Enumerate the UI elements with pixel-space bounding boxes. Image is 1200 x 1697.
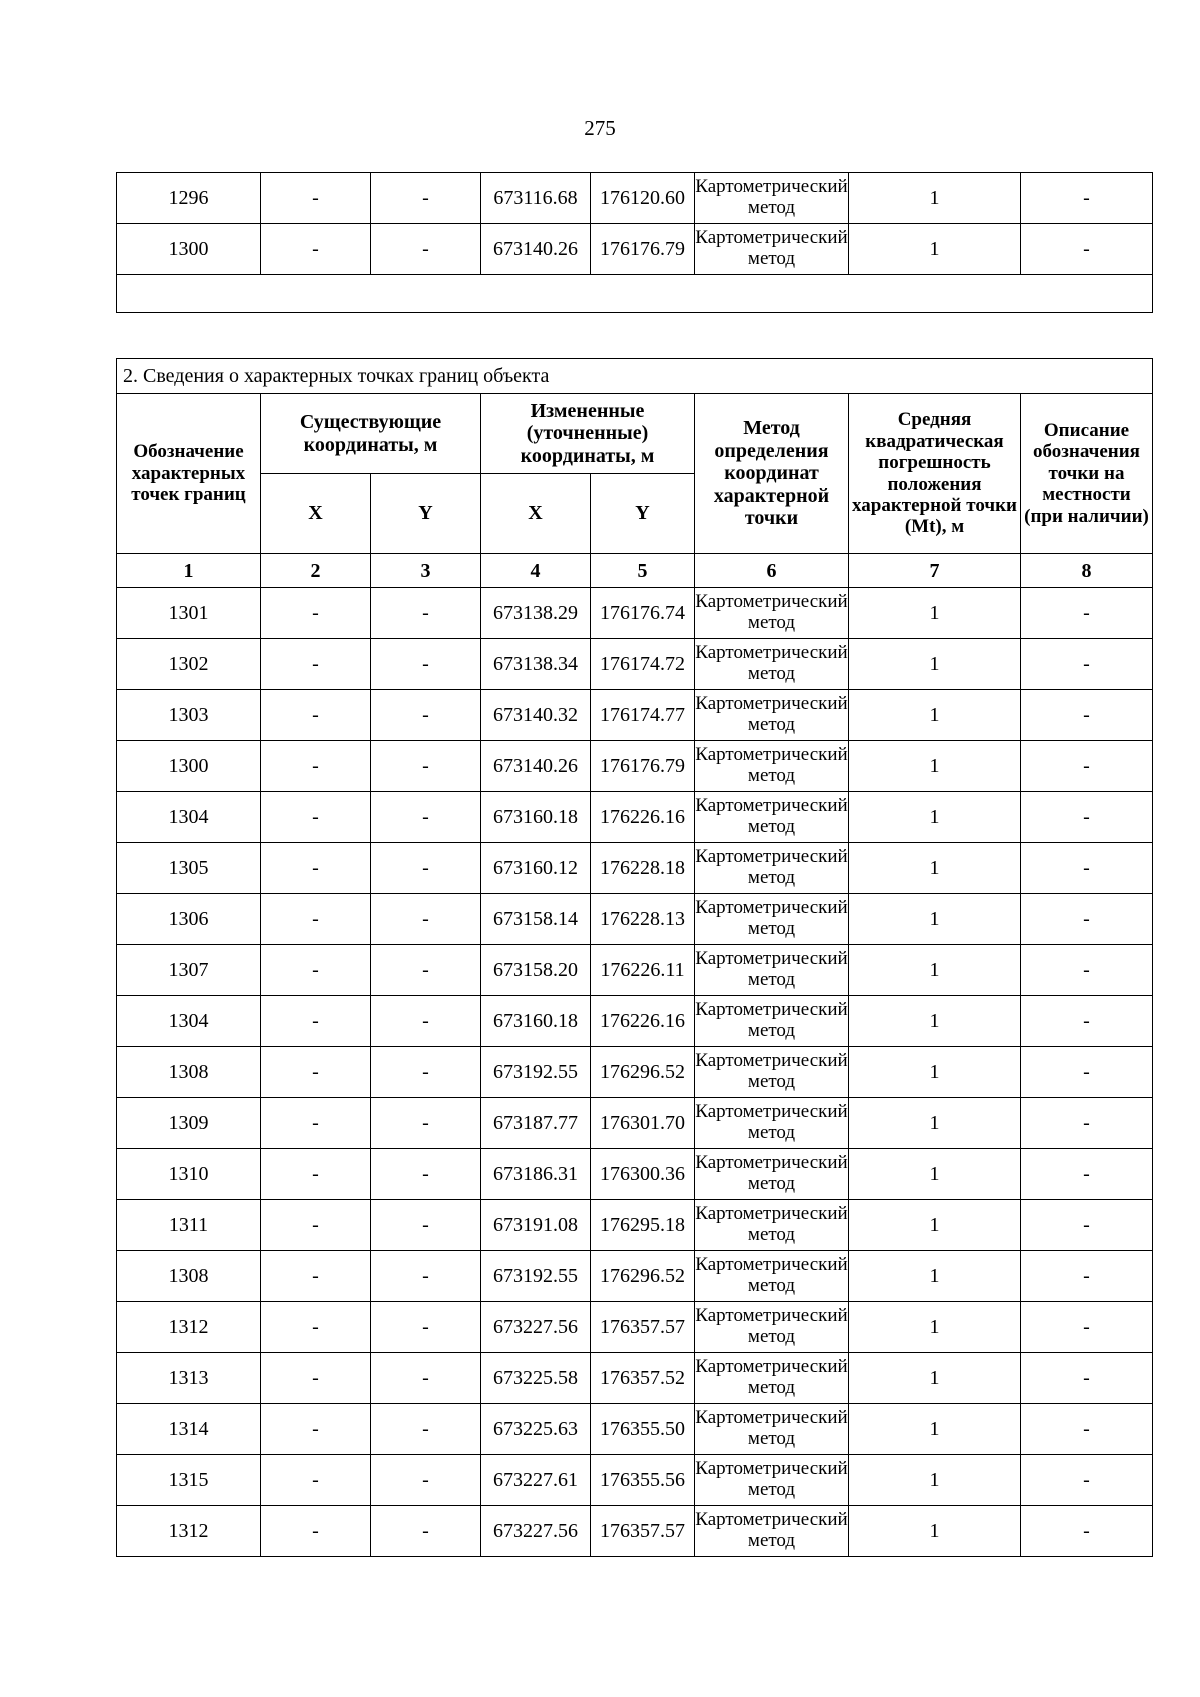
- empty-row: [117, 275, 1153, 313]
- description-cell: -: [1021, 224, 1153, 275]
- existing-y-cell: -: [371, 894, 481, 945]
- mt-cell: 1: [849, 1506, 1021, 1557]
- mt-cell: 1: [849, 173, 1021, 224]
- table-row: [117, 639, 1153, 690]
- changed-y-cell: 176228.18: [591, 843, 695, 894]
- existing-y-cell: -: [371, 996, 481, 1047]
- point-cell: 1312: [117, 1506, 261, 1557]
- existing-x-cell: -: [261, 1098, 371, 1149]
- existing-x-cell: -: [261, 894, 371, 945]
- mt-cell: 1: [849, 1404, 1021, 1455]
- changed-x-cell: 673192.55: [481, 1047, 591, 1098]
- point-cell: 1309: [117, 1098, 261, 1149]
- changed-x-cell: 673160.18: [481, 996, 591, 1047]
- existing-x-cell: -: [261, 690, 371, 741]
- point-cell: 1300: [117, 741, 261, 792]
- existing-y-cell: -: [371, 1047, 481, 1098]
- changed-x-cell: 673227.56: [481, 1302, 591, 1353]
- mt-cell: 1: [849, 224, 1021, 275]
- existing-x-cell: -: [261, 588, 371, 639]
- description-cell: -: [1021, 1353, 1153, 1404]
- mt-cell: 1: [849, 1149, 1021, 1200]
- existing-x-cell: -: [261, 1353, 371, 1404]
- method-cell: Картометрический метод: [695, 1506, 849, 1557]
- changed-y-cell: 176295.18: [591, 1200, 695, 1251]
- description-cell: -: [1021, 1047, 1153, 1098]
- method-cell: Картометрический метод: [695, 1047, 849, 1098]
- existing-y-cell: -: [371, 1353, 481, 1404]
- changed-y-cell: 176357.52: [591, 1353, 695, 1404]
- column-number: 1: [117, 554, 261, 588]
- changed-y-cell: 176300.36: [591, 1149, 695, 1200]
- table-row: [117, 792, 1153, 843]
- point-cell: 1300: [117, 224, 261, 275]
- method-cell: Картометрический метод: [695, 690, 849, 741]
- column-number: 7: [849, 554, 1021, 588]
- method-cell: Картометрический метод: [695, 945, 849, 996]
- changed-y-cell: 176226.16: [591, 792, 695, 843]
- method-cell: Картометрический метод: [695, 1098, 849, 1149]
- point-cell: 1306: [117, 894, 261, 945]
- description-cell: -: [1021, 1506, 1153, 1557]
- column-number: 5: [591, 554, 695, 588]
- description-cell: -: [1021, 173, 1153, 224]
- changed-x-cell: 673191.08: [481, 1200, 591, 1251]
- description-cell: -: [1021, 1404, 1153, 1455]
- description-cell: -: [1021, 894, 1153, 945]
- point-cell: 1312: [117, 1302, 261, 1353]
- existing-x-cell: -: [261, 1047, 371, 1098]
- section-title: 2. Сведения о характерных точках границ объекта: [117, 359, 1153, 394]
- mt-cell: 1: [849, 1455, 1021, 1506]
- table-row: [117, 1506, 1153, 1557]
- existing-x-cell: -: [261, 639, 371, 690]
- point-cell: 1315: [117, 1455, 261, 1506]
- description-cell: -: [1021, 690, 1153, 741]
- table-row: [117, 1455, 1153, 1506]
- existing-x-cell: -: [261, 741, 371, 792]
- existing-y-cell: -: [371, 1098, 481, 1149]
- method-cell: Картометрический метод: [695, 1251, 849, 1302]
- description-cell: -: [1021, 1200, 1153, 1251]
- method-cell: Картометрический метод: [695, 792, 849, 843]
- changed-y-cell: 176296.52: [591, 1251, 695, 1302]
- point-cell: 1301: [117, 588, 261, 639]
- mt-cell: 1: [849, 1098, 1021, 1149]
- mt-cell: 1: [849, 945, 1021, 996]
- changed-x-cell: 673160.18: [481, 792, 591, 843]
- existing-y-cell: -: [371, 1251, 481, 1302]
- existing-y-cell: -: [371, 1506, 481, 1557]
- table-row: [117, 1251, 1153, 1302]
- description-cell: -: [1021, 792, 1153, 843]
- method-cell: Картометрический метод: [695, 173, 849, 224]
- existing-y-cell: -: [371, 224, 481, 275]
- existing-x-cell: -: [261, 1302, 371, 1353]
- column-number: 6: [695, 554, 849, 588]
- table-row: [117, 588, 1153, 639]
- column-number: 3: [371, 554, 481, 588]
- existing-y-cell: -: [371, 1302, 481, 1353]
- changed-y-cell: 176355.50: [591, 1404, 695, 1455]
- mt-cell: 1: [849, 639, 1021, 690]
- changed-y-cell: 176301.70: [591, 1098, 695, 1149]
- boundary-points-table: [116, 358, 1153, 1557]
- changed-y-cell: 176176.74: [591, 588, 695, 639]
- table-row: [117, 690, 1153, 741]
- existing-y-cell: -: [371, 792, 481, 843]
- existing-x-cell: -: [261, 1251, 371, 1302]
- mt-cell: 1: [849, 792, 1021, 843]
- existing-y-cell: -: [371, 945, 481, 996]
- changed-x-cell: 673158.14: [481, 894, 591, 945]
- changed-x-cell: 673140.26: [481, 741, 591, 792]
- description-cell: -: [1021, 996, 1153, 1047]
- mt-cell: 1: [849, 588, 1021, 639]
- table-row: [117, 1200, 1153, 1251]
- column-number: 8: [1021, 554, 1153, 588]
- table-row: [117, 1098, 1153, 1149]
- mt-cell: 1: [849, 741, 1021, 792]
- changed-x-cell: 673138.34: [481, 639, 591, 690]
- table-row: [117, 224, 1153, 275]
- mt-cell: 1: [849, 1200, 1021, 1251]
- table-row: [117, 1149, 1153, 1200]
- point-cell: 1313: [117, 1353, 261, 1404]
- existing-y-cell: -: [371, 690, 481, 741]
- description-cell: -: [1021, 945, 1153, 996]
- method-cell: Картометрический метод: [695, 996, 849, 1047]
- mt-cell: 1: [849, 690, 1021, 741]
- existing-x-cell: -: [261, 792, 371, 843]
- header-existing-x: X: [261, 474, 371, 554]
- header-changed-x: X: [481, 474, 591, 554]
- table-row: [117, 843, 1153, 894]
- table-row: [117, 1353, 1153, 1404]
- changed-y-cell: 176120.60: [591, 173, 695, 224]
- changed-y-cell: 176226.11: [591, 945, 695, 996]
- description-cell: -: [1021, 1302, 1153, 1353]
- header-designation: Обозначение характерных точек границ: [117, 394, 261, 554]
- table-row: [117, 894, 1153, 945]
- changed-x-cell: 673116.68: [481, 173, 591, 224]
- mt-cell: 1: [849, 1353, 1021, 1404]
- point-cell: 1296: [117, 173, 261, 224]
- existing-y-cell: -: [371, 1404, 481, 1455]
- header-changed-y: Y: [591, 474, 695, 554]
- changed-x-cell: 673138.29: [481, 588, 591, 639]
- changed-x-cell: 673227.61: [481, 1455, 591, 1506]
- description-cell: -: [1021, 741, 1153, 792]
- mt-cell: 1: [849, 996, 1021, 1047]
- table-row: [117, 1047, 1153, 1098]
- changed-y-cell: 176355.56: [591, 1455, 695, 1506]
- existing-y-cell: -: [371, 741, 481, 792]
- method-cell: Картометрический метод: [695, 1302, 849, 1353]
- method-cell: Картометрический метод: [695, 741, 849, 792]
- method-cell: Картометрический метод: [695, 1353, 849, 1404]
- point-cell: 1314: [117, 1404, 261, 1455]
- description-cell: -: [1021, 639, 1153, 690]
- header-description: Описание обозначения точки на местности (при наличии): [1021, 394, 1153, 554]
- header-existing-y: Y: [371, 474, 481, 554]
- description-cell: -: [1021, 1098, 1153, 1149]
- method-cell: Картометрический метод: [695, 1200, 849, 1251]
- page-number: 275: [584, 116, 616, 140]
- changed-y-cell: 176357.57: [591, 1506, 695, 1557]
- existing-x-cell: -: [261, 224, 371, 275]
- method-cell: Картометрический метод: [695, 843, 849, 894]
- method-cell: Картометрический метод: [695, 1149, 849, 1200]
- header-mt: Средняя квадратическая погрешность положения характерной точки (Mt), м: [849, 394, 1021, 554]
- changed-x-cell: 673186.31: [481, 1149, 591, 1200]
- changed-y-cell: 176228.13: [591, 894, 695, 945]
- method-cell: Картометрический метод: [695, 1404, 849, 1455]
- point-cell: 1310: [117, 1149, 261, 1200]
- changed-y-cell: 176357.57: [591, 1302, 695, 1353]
- description-cell: -: [1021, 588, 1153, 639]
- header-existing-coords: Существующие координаты, м: [261, 394, 481, 474]
- point-cell: 1308: [117, 1047, 261, 1098]
- existing-y-cell: -: [371, 588, 481, 639]
- changed-x-cell: 673192.55: [481, 1251, 591, 1302]
- existing-x-cell: -: [261, 173, 371, 224]
- continuation-table: [116, 172, 1153, 313]
- changed-x-cell: 673160.12: [481, 843, 591, 894]
- changed-x-cell: 673225.63: [481, 1404, 591, 1455]
- column-number: 2: [261, 554, 371, 588]
- existing-x-cell: -: [261, 1404, 371, 1455]
- method-cell: Картометрический метод: [695, 224, 849, 275]
- point-cell: 1305: [117, 843, 261, 894]
- method-cell: Картометрический метод: [695, 894, 849, 945]
- changed-x-cell: 673227.56: [481, 1506, 591, 1557]
- point-cell: 1307: [117, 945, 261, 996]
- existing-x-cell: -: [261, 996, 371, 1047]
- boundary-points-body: [117, 588, 1153, 1557]
- changed-y-cell: 176296.52: [591, 1047, 695, 1098]
- method-cell: Картометрический метод: [695, 639, 849, 690]
- existing-y-cell: -: [371, 1200, 481, 1251]
- point-cell: 1304: [117, 792, 261, 843]
- table-row: [117, 945, 1153, 996]
- table-row: [117, 996, 1153, 1047]
- point-cell: 1308: [117, 1251, 261, 1302]
- description-cell: -: [1021, 843, 1153, 894]
- point-cell: 1303: [117, 690, 261, 741]
- changed-y-cell: 176176.79: [591, 224, 695, 275]
- changed-y-cell: 176174.72: [591, 639, 695, 690]
- mt-cell: 1: [849, 1047, 1021, 1098]
- table-row: [117, 173, 1153, 224]
- existing-x-cell: -: [261, 1506, 371, 1557]
- header-changed-coords: Измененные (уточненные) координаты, м: [481, 394, 695, 474]
- mt-cell: 1: [849, 1302, 1021, 1353]
- existing-x-cell: -: [261, 1149, 371, 1200]
- mt-cell: 1: [849, 843, 1021, 894]
- existing-x-cell: -: [261, 1200, 371, 1251]
- changed-x-cell: 673187.77: [481, 1098, 591, 1149]
- changed-x-cell: 673225.58: [481, 1353, 591, 1404]
- existing-x-cell: -: [261, 843, 371, 894]
- table-row: [117, 1302, 1153, 1353]
- existing-y-cell: -: [371, 173, 481, 224]
- description-cell: -: [1021, 1251, 1153, 1302]
- table-row: [117, 741, 1153, 792]
- changed-x-cell: 673158.20: [481, 945, 591, 996]
- mt-cell: 1: [849, 1251, 1021, 1302]
- existing-y-cell: -: [371, 639, 481, 690]
- changed-x-cell: 673140.32: [481, 690, 591, 741]
- existing-y-cell: -: [371, 843, 481, 894]
- point-cell: 1304: [117, 996, 261, 1047]
- existing-y-cell: -: [371, 1455, 481, 1506]
- changed-y-cell: 176226.16: [591, 996, 695, 1047]
- changed-x-cell: 673140.26: [481, 224, 591, 275]
- table-row: [117, 1404, 1153, 1455]
- point-cell: 1311: [117, 1200, 261, 1251]
- column-number: 4: [481, 554, 591, 588]
- continuation-table-body: [117, 173, 1153, 275]
- point-cell: 1302: [117, 639, 261, 690]
- method-cell: Картометрический метод: [695, 1455, 849, 1506]
- description-cell: -: [1021, 1149, 1153, 1200]
- changed-y-cell: 176176.79: [591, 741, 695, 792]
- changed-y-cell: 176174.77: [591, 690, 695, 741]
- existing-y-cell: -: [371, 1149, 481, 1200]
- method-cell: Картометрический метод: [695, 588, 849, 639]
- header-method: Метод определения координат характерной точки: [695, 394, 849, 554]
- description-cell: -: [1021, 1455, 1153, 1506]
- mt-cell: 1: [849, 894, 1021, 945]
- existing-x-cell: -: [261, 1455, 371, 1506]
- existing-x-cell: -: [261, 945, 371, 996]
- column-number-row: [117, 554, 1153, 588]
- empty-cell: [117, 275, 1153, 313]
